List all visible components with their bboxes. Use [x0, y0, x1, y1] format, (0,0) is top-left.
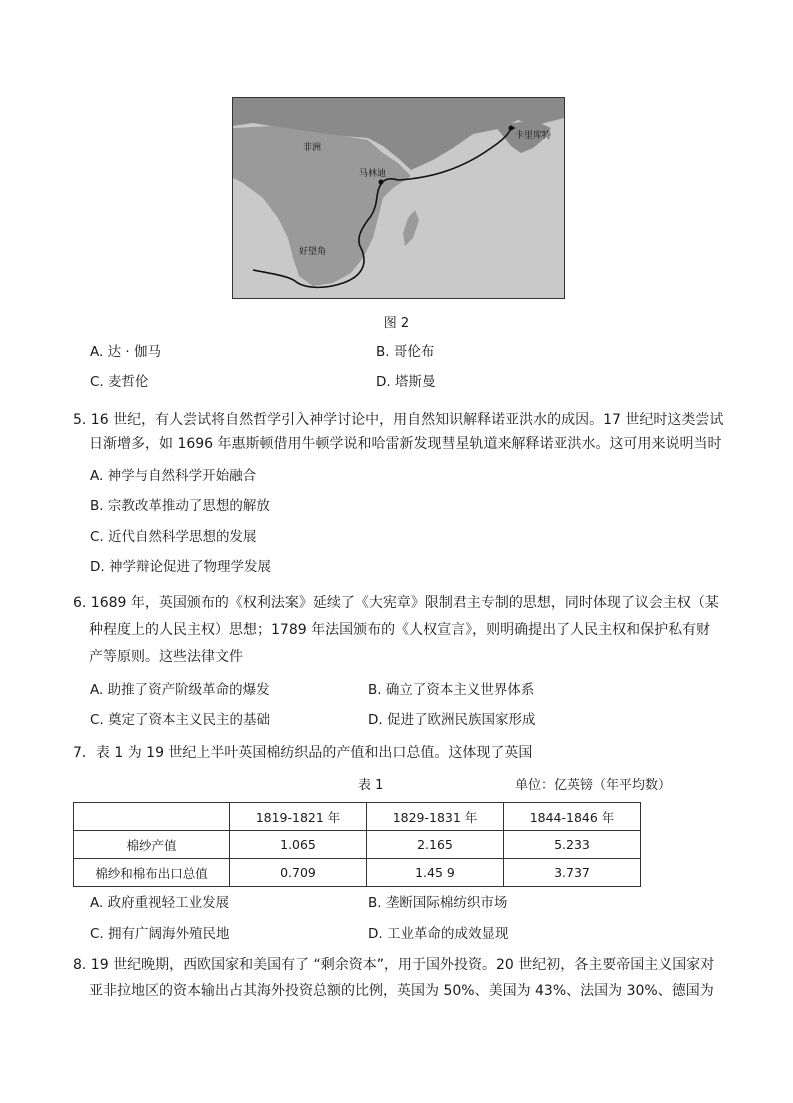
q8-stem-line-1: 8. 19 世纪晚期，西欧国家和美国有了 “剩余资本”，用于国外投资。20 世纪初，各主要帝国主义国家对 — [73, 957, 715, 973]
table-header-cell: 1819-1821 年 — [230, 803, 367, 831]
madagascar-landmass — [403, 210, 419, 246]
table-caption: 表 1 — [358, 778, 384, 793]
q7-option-a: A. 政府重视轻工业发展 — [90, 895, 230, 911]
q5-option-c: C. 近代自然科学思想的发展 — [90, 529, 257, 545]
label-africa: 非洲 — [303, 143, 322, 153]
q7-option-b: B. 垄断国际棉纺织市场 — [368, 895, 508, 911]
africa-landmass — [233, 126, 411, 286]
table-header-cell — [74, 803, 230, 831]
table-row — [74, 831, 641, 859]
q5-option-d: D. 神学辩论促进了物理学发展 — [90, 559, 271, 575]
q5-stem-line-2: 日渐增多，如 1696 年惠斯顿借用牛顿学说和哈雷新发现彗星轨道来解释诺亚洪水。这可用来说明当时 — [89, 436, 722, 452]
table-header-cell: 1829-1831 年 — [367, 803, 504, 831]
label-malindi: 马林迪 — [359, 169, 387, 179]
q8-stem-line-2: 亚非拉地区的资本输出占其海外投资总额的比例，英国为 50%、美国为 43%、法国为 30%、德国为 — [89, 983, 714, 999]
table-cell: 棉纱产值 — [74, 831, 230, 859]
q7-stem: 7．表 1 为 19 世纪上半叶英国棉纺织品的产值和出口总值。这体现了英国 — [73, 745, 533, 761]
figure-caption: 图 2 — [383, 316, 410, 331]
q5-option-a: A. 神学与自然科学开始融合 — [90, 468, 257, 484]
q4-option-c: C. 麦哲伦 — [90, 374, 149, 390]
q4-option-a: A. 达 · 伽马 — [90, 344, 161, 360]
table-cell: 1.065 — [230, 831, 367, 859]
q4-option-d: D. 塔斯曼 — [376, 374, 436, 390]
route-map-figure — [232, 97, 565, 299]
q5-stem-line-1: 5. 16 世纪，有人尝试将自然哲学引入神学讨论中，用自然知识解释诺亚洪水的成因。17 世纪时这类尝试 — [73, 412, 724, 428]
q6-option-a: A. 助推了资产阶级革命的爆发 — [90, 682, 270, 698]
q6-option-c: C. 奠定了资本主义民主的基础 — [90, 712, 271, 728]
table-cell: 2.165 — [367, 831, 504, 859]
table-header-cell: 1844-1846 年 — [504, 803, 641, 831]
table-unit: 单位：亿英镑（年平均数） — [515, 778, 672, 793]
table-cell: 0.709 — [230, 859, 367, 887]
q6-stem-line-3: 产等原则。这些法律文件 — [89, 649, 243, 665]
q7-option-c: C. 拥有广阔海外殖民地 — [90, 926, 230, 942]
table-row — [74, 859, 641, 887]
q5-option-b: B. 宗教改革推动了思想的解放 — [90, 498, 270, 514]
table-header-row — [74, 803, 641, 831]
q6-option-d: D. 促进了欧洲民族国家形成 — [368, 712, 536, 728]
cotton-output-table — [73, 802, 641, 887]
calicut-marker — [509, 126, 514, 131]
label-good-hope: 好望角 — [299, 247, 327, 257]
q6-option-b: B. 确立了资本主义世界体系 — [368, 682, 535, 698]
label-calicut: 卡里库特 — [515, 131, 552, 141]
q7-option-d: D. 工业革命的成效显现 — [368, 926, 509, 942]
q6-stem-line-2: 种程度上的人民主权）思想；1789 年法国颁布的《人权宣言》，则明确提出了人民主权和保护私有财 — [89, 622, 711, 638]
table-cell: 3.737 — [504, 859, 641, 887]
table-cell: 1.45 9 — [367, 859, 504, 887]
table-cell: 5.233 — [504, 831, 641, 859]
malindi-marker — [379, 180, 384, 185]
table-cell: 棉纱和棉布出口总值 — [74, 859, 230, 887]
q6-stem-line-1: 6. 1689 年，英国颁布的《权利法案》延续了《大宪章》限制君主专制的思想，同时体现了议会主权（某 — [73, 595, 719, 611]
q4-option-b: B. 哥伦布 — [376, 344, 435, 360]
